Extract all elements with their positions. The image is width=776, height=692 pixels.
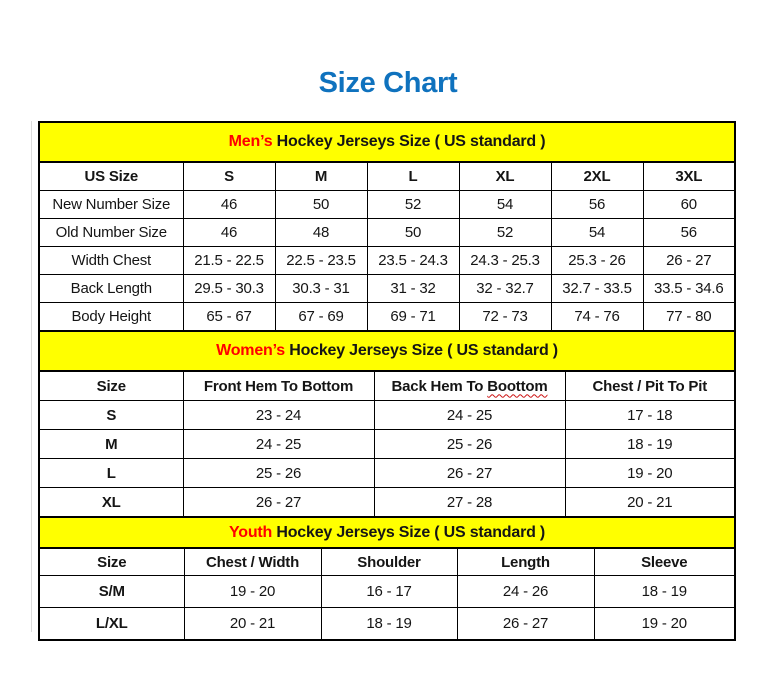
youth-size-table bbox=[38, 516, 736, 641]
value-cell: 30.3 - 31 bbox=[275, 275, 367, 303]
mens-column-header-row bbox=[39, 162, 735, 191]
value-cell: 20 - 21 bbox=[565, 488, 735, 518]
column-header: M bbox=[275, 162, 367, 191]
womens-title-rest: Hockey Jerseys Size ( US standard ) bbox=[284, 342, 558, 359]
column-header: Size bbox=[39, 548, 184, 576]
value-cell: 50 bbox=[275, 191, 367, 219]
value-cell: 56 bbox=[551, 191, 643, 219]
value-cell: 19 - 20 bbox=[594, 608, 735, 641]
value-cell: 50 bbox=[367, 219, 459, 247]
mens-size-table bbox=[38, 121, 736, 332]
table-row bbox=[39, 401, 735, 430]
value-cell: 52 bbox=[367, 191, 459, 219]
value-cell: 16 - 17 bbox=[321, 576, 457, 608]
column-header-misspelled bbox=[374, 371, 565, 401]
mens-section-title bbox=[39, 122, 735, 162]
value-cell: 54 bbox=[459, 191, 551, 219]
table-row bbox=[39, 219, 735, 247]
value-cell: 77 - 80 bbox=[643, 303, 735, 332]
value-cell: 25 - 26 bbox=[374, 430, 565, 459]
mens-title-rest: Hockey Jerseys Size ( US standard ) bbox=[272, 133, 546, 150]
value-cell: 18 - 19 bbox=[594, 576, 735, 608]
column-header: XL bbox=[459, 162, 551, 191]
value-cell: 18 - 19 bbox=[565, 430, 735, 459]
value-cell: 46 bbox=[183, 191, 275, 219]
row-label: S/M bbox=[39, 576, 184, 608]
value-cell: 24.3 - 25.3 bbox=[459, 247, 551, 275]
row-label: Body Height bbox=[39, 303, 183, 332]
value-cell: 24 - 26 bbox=[457, 576, 594, 608]
womens-title-highlight: Women’s bbox=[216, 342, 285, 359]
value-cell: 31 - 32 bbox=[367, 275, 459, 303]
mens-title-highlight: Men’s bbox=[228, 133, 273, 150]
table-row bbox=[39, 191, 735, 219]
column-header: Shoulder bbox=[321, 548, 457, 576]
decorative-gridline bbox=[31, 121, 32, 632]
table-row bbox=[39, 303, 735, 332]
value-cell: 21.5 - 22.5 bbox=[183, 247, 275, 275]
column-header: Length bbox=[457, 548, 594, 576]
value-cell: 26 - 27 bbox=[643, 247, 735, 275]
table-row bbox=[39, 430, 735, 459]
row-label: S bbox=[39, 401, 183, 430]
column-header: 3XL bbox=[643, 162, 735, 191]
value-cell: 60 bbox=[643, 191, 735, 219]
value-cell: 26 - 27 bbox=[374, 459, 565, 488]
table-row bbox=[39, 576, 735, 608]
row-label: Width Chest bbox=[39, 247, 183, 275]
table-row bbox=[39, 459, 735, 488]
value-cell: 24 - 25 bbox=[183, 430, 374, 459]
column-header: Size bbox=[39, 371, 183, 401]
value-cell: 32.7 - 33.5 bbox=[551, 275, 643, 303]
value-cell: 74 - 76 bbox=[551, 303, 643, 332]
table-row bbox=[39, 275, 735, 303]
value-cell: 23.5 - 24.3 bbox=[367, 247, 459, 275]
youth-title-rest: Hockey Jerseys Size ( US standard ) bbox=[272, 523, 546, 541]
value-cell: 20 - 21 bbox=[184, 608, 321, 641]
value-cell: 33.5 - 34.6 bbox=[643, 275, 735, 303]
value-cell: 29.5 - 30.3 bbox=[183, 275, 275, 303]
size-tables-container bbox=[38, 121, 734, 641]
value-cell: 19 - 20 bbox=[184, 576, 321, 608]
row-label: M bbox=[39, 430, 183, 459]
column-header: Sleeve bbox=[594, 548, 735, 576]
value-cell: 22.5 - 23.5 bbox=[275, 247, 367, 275]
table-row bbox=[39, 247, 735, 275]
row-label: L bbox=[39, 459, 183, 488]
womens-column-header-row bbox=[39, 371, 735, 401]
row-label: L/XL bbox=[39, 608, 184, 641]
row-label: XL bbox=[39, 488, 183, 518]
column-header: 2XL bbox=[551, 162, 643, 191]
value-cell: 17 - 18 bbox=[565, 401, 735, 430]
value-cell: 46 bbox=[183, 219, 275, 247]
youth-section-header bbox=[39, 517, 735, 548]
youth-title-highlight: Youth bbox=[228, 523, 273, 541]
column-header: Chest / Width bbox=[184, 548, 321, 576]
womens-section-header bbox=[39, 331, 735, 371]
value-cell: 26 - 27 bbox=[457, 608, 594, 641]
value-cell: 72 - 73 bbox=[459, 303, 551, 332]
womens-size-table bbox=[38, 330, 736, 518]
row-label: Back Length bbox=[39, 275, 183, 303]
value-cell: 48 bbox=[275, 219, 367, 247]
value-cell: 65 - 67 bbox=[183, 303, 275, 332]
table-row bbox=[39, 608, 735, 641]
value-cell: 25.3 - 26 bbox=[551, 247, 643, 275]
column-header: S bbox=[183, 162, 275, 191]
row-label: New Number Size bbox=[39, 191, 183, 219]
spellcheck-underlined-word: Boottom bbox=[487, 377, 548, 395]
value-cell: 18 - 19 bbox=[321, 608, 457, 641]
table-row bbox=[39, 488, 735, 518]
value-cell: 56 bbox=[643, 219, 735, 247]
womens-section-title bbox=[39, 331, 735, 371]
value-cell: 19 - 20 bbox=[565, 459, 735, 488]
row-label: Old Number Size bbox=[39, 219, 183, 247]
column-header: US Size bbox=[39, 162, 183, 191]
column-header: Front Hem To Bottom bbox=[183, 371, 374, 401]
value-cell: 26 - 27 bbox=[183, 488, 374, 518]
value-cell: 32 - 32.7 bbox=[459, 275, 551, 303]
value-cell: 27 - 28 bbox=[374, 488, 565, 518]
column-header: L bbox=[367, 162, 459, 191]
page-title: Size Chart bbox=[318, 67, 458, 99]
back-hem-prefix: Back Hem To bbox=[391, 377, 488, 395]
value-cell: 52 bbox=[459, 219, 551, 247]
value-cell: 25 - 26 bbox=[183, 459, 374, 488]
value-cell: 54 bbox=[551, 219, 643, 247]
value-cell: 69 - 71 bbox=[367, 303, 459, 332]
column-header: Chest / Pit To Pit bbox=[565, 371, 735, 401]
value-cell: 23 - 24 bbox=[183, 401, 374, 430]
mens-section-header bbox=[39, 122, 735, 162]
youth-column-header-row bbox=[39, 548, 735, 576]
value-cell: 24 - 25 bbox=[374, 401, 565, 430]
youth-section-title bbox=[39, 517, 735, 548]
value-cell: 67 - 69 bbox=[275, 303, 367, 332]
